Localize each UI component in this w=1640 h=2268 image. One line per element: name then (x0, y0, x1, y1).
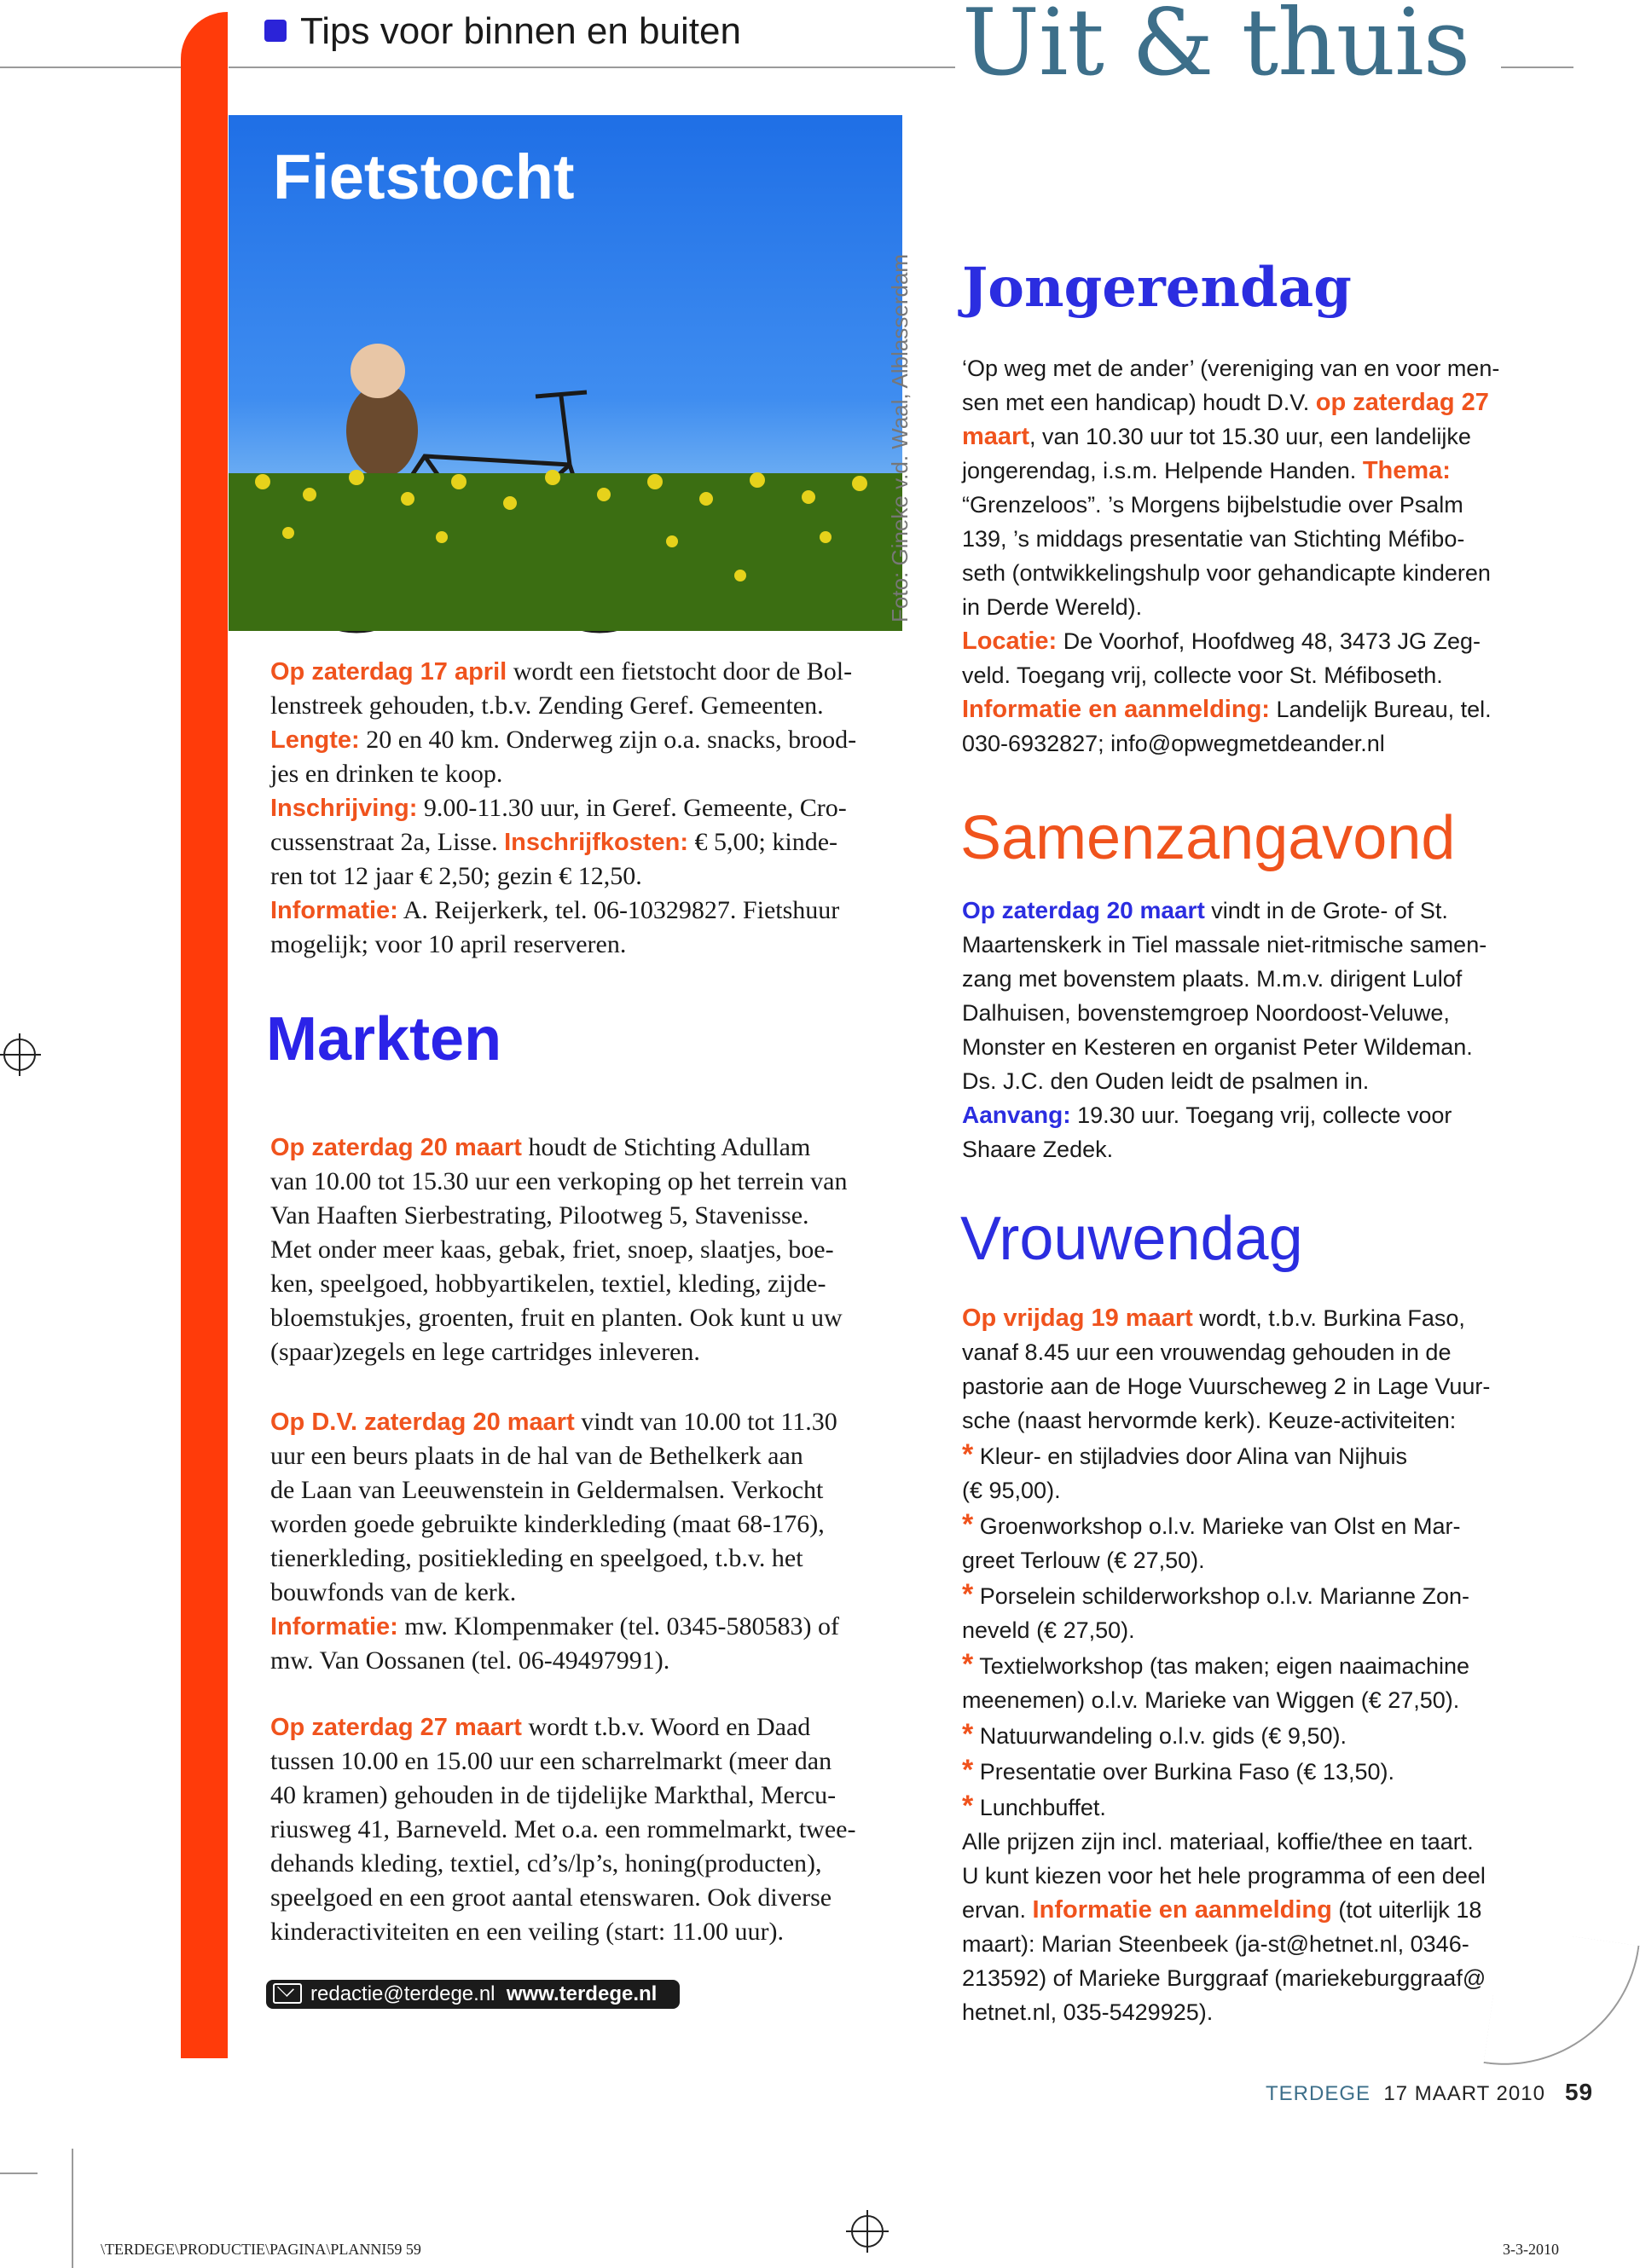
text-run: “Grenzeloos”. ’s Morgens bijbelstudie over Psalm (962, 492, 1463, 518)
highlight-text: * (962, 1790, 974, 1822)
text-run: Met onder meer kaas, gebak, friet, snoep, slaatjes, boe- (270, 1235, 834, 1264)
contact-email[interactable]: redactie@terdege.nl (310, 1982, 495, 2005)
text-run: seth (ontwikkelingshulp voor gehandicapte kinderen (962, 560, 1491, 586)
highlight-text: * (962, 1508, 974, 1541)
corner-curve (1484, 1927, 1640, 2083)
text-line (270, 757, 856, 791)
text-line (270, 1267, 848, 1301)
highlight-text: Op D.V. zaterdag 20 maart (270, 1409, 575, 1436)
text-run: 20 en 40 km. Onderweg zijn o.a. snacks, brood- (359, 726, 857, 754)
footer-magazine: TERDEGE (1266, 2082, 1371, 2105)
text-run: houdt de Stichting Adullam (521, 1133, 811, 1161)
text-line (962, 1403, 1490, 1438)
text-line (962, 692, 1499, 726)
text-run: (spaar)zegels en lege cartridges inleveren. (270, 1338, 700, 1366)
registration-mark-bottom (851, 2215, 884, 2248)
highlight-text: Op zaterdag 20 maart (962, 897, 1205, 923)
text-run: dehands kleding, textiel, cd’s/lp’s, honing(producten), (270, 1849, 822, 1877)
text-run: bouwfonds van de kerk. (270, 1578, 517, 1606)
text-line (962, 1789, 1490, 1825)
text-line (270, 1439, 839, 1473)
text-run: Dalhuisen, bovenstemgroep Noordoost-Veluwe, (962, 1000, 1450, 1026)
text-run: pastorie aan de Hoge Vuurscheweg 2 in Lage Vuur- (962, 1374, 1491, 1399)
top-rule-right (1501, 67, 1573, 68)
text-run: sche (naast hervormde kerk). Keuze-activiteiten: (962, 1408, 1457, 1433)
highlight-text: op zaterdag 27 (1315, 389, 1489, 416)
text-line (962, 1064, 1486, 1098)
highlight-text: Informatie: (270, 1613, 398, 1640)
vrouwendag-heading: Vrouwendag (960, 1205, 1303, 1273)
section-label (264, 10, 741, 53)
text-line (270, 894, 856, 928)
text-run: U kunt kiezen voor het hele programma of een deel (962, 1863, 1486, 1889)
text-run: riusweg 41, Barneveld. Met o.a. een rommelmarkt, twee- (270, 1815, 856, 1843)
text-line (962, 1098, 1486, 1132)
text-line (962, 385, 1499, 419)
text-line (270, 1131, 848, 1165)
text-line (962, 1301, 1490, 1335)
slug-path: \TERDEGE\PRODUCTIE\PAGINA\PLANNI59 59 (101, 2241, 421, 2258)
text-line (270, 1335, 848, 1369)
text-run: tienerkleding, positiekleding en speelgoed, t.b.v. het (270, 1544, 803, 1572)
text-line (270, 1301, 848, 1335)
text-run: Ds. J.C. den Ouden leidt de psalmen in. (962, 1068, 1370, 1094)
text-run: zang met bovenstem plaats. M.m.v. dirigent Lulof (962, 966, 1463, 992)
text-line (270, 1610, 839, 1644)
text-run: maart): Marian Steenbeek (ja-st@hetnet.nl, 0346- (962, 1931, 1469, 1957)
highlight-text: * (962, 1718, 974, 1750)
text-run: 40 kramen) gehouden in de tijdelijke Markthal, Mercu- (270, 1781, 837, 1809)
markten-paragraph-1 (270, 1131, 848, 1369)
text-line (962, 1132, 1486, 1166)
text-run: Landelijk Bureau, tel. (1269, 697, 1492, 722)
text-line (270, 689, 856, 723)
text-run: € 5,00; kinde- (688, 828, 838, 856)
text-line (962, 928, 1486, 962)
text-line (962, 1927, 1490, 1961)
highlight-text: Informatie en aanmelding: (962, 696, 1270, 723)
text-line (962, 522, 1499, 556)
text-run: (tot uiterlijk 18 (1331, 1897, 1482, 1923)
text-line (962, 1825, 1490, 1859)
text-run: kinderactiviteiten en een veiling (start: 11.00 uur). (270, 1918, 785, 1946)
highlight-text: Informatie: (270, 897, 398, 924)
text-run: mw. Van Oossanen (tel. 06-49497991). (270, 1646, 670, 1675)
text-run: (€ 95,00). (962, 1478, 1061, 1503)
text-run: worden goede gebruikte kinderkleding (maat 68-176), (270, 1510, 825, 1538)
highlight-text: Op zaterdag 20 maart (270, 1134, 522, 1161)
text-run: van 10.00 tot 15.30 uur een verkoping op het terrein van (270, 1167, 848, 1195)
text-line (962, 1961, 1490, 1995)
square-bullet-icon (264, 20, 287, 42)
footer (1266, 2079, 1593, 2106)
text-run: 213592) of Marieke Burggraaf (mariekeburggraaf@ (962, 1965, 1486, 1991)
gutter-rule (72, 2149, 73, 2268)
text-line (962, 1438, 1490, 1473)
text-line (962, 1753, 1490, 1789)
text-line (962, 1893, 1490, 1927)
masthead: Uit & thuis (962, 0, 1470, 96)
markten-paragraph-2 (270, 1405, 839, 1678)
text-line (962, 1859, 1490, 1893)
text-line (270, 1473, 839, 1507)
highlight-text: Inschrijfkosten: (504, 829, 689, 856)
text-line (962, 590, 1499, 624)
text-run: Kleur- en stijladvies door Alina van Nijhuis (973, 1444, 1407, 1469)
photo-credit: Foto: Gineke v.d. Waal, Alblasserdam (887, 253, 913, 622)
text-line (962, 624, 1499, 658)
text-line (270, 1744, 855, 1779)
envelope-icon (273, 1983, 302, 2004)
fietstocht-text (270, 655, 856, 962)
text-run: 19.30 uur. Toegang vrij, collecte voor (1070, 1102, 1452, 1128)
text-run: lenstreek gehouden, t.b.v. Zending Geref. Gemeenten. (270, 691, 824, 720)
text-run: Natuurwandeling o.l.v. gids (€ 9,50). (973, 1723, 1347, 1749)
jongerendag-text (962, 351, 1499, 761)
text-run: de Laan van Leeuwenstein in Geldermalsen. Verkocht (270, 1476, 824, 1504)
text-run: ervan. (962, 1897, 1033, 1923)
text-line (270, 1813, 855, 1847)
text-run: 9.00-11.30 uur, in Geref. Gemeente, Cro- (417, 794, 847, 822)
text-line (270, 1847, 855, 1881)
text-line (962, 1030, 1486, 1064)
text-run: mw. Klompenmaker (tel. 0345-580583) of (397, 1612, 839, 1640)
text-run: Monster en Kesteren en organist Peter Wildeman. (962, 1034, 1473, 1060)
text-run: 139, ’s middags presentatie van Stichting Méfibo- (962, 526, 1465, 552)
highlight-text: Op zaterdag 27 maart (270, 1714, 522, 1741)
text-line (962, 1577, 1490, 1613)
text-run: cussenstraat 2a, Lisse. (270, 828, 505, 856)
text-line (270, 655, 856, 689)
text-run: meenemen) o.l.v. Marieke van Wiggen (€ 27,50). (962, 1687, 1460, 1713)
highlight-text: Locatie: (962, 628, 1058, 655)
highlight-text: Informatie en aanmelding (1032, 1896, 1332, 1924)
text-line (962, 1507, 1490, 1543)
text-line (962, 962, 1486, 996)
text-run: ken, speelgoed, hobbyartikelen, textiel, kleding, zijde- (270, 1270, 826, 1298)
text-line (270, 1542, 839, 1576)
text-run: wordt een fietstocht door de Bol- (507, 657, 853, 686)
samenzangavond-text (962, 894, 1486, 1166)
text-line (270, 1915, 855, 1949)
text-run: Alle prijzen zijn incl. materiaal, koffie/thee en taart. (962, 1829, 1474, 1854)
text-run: Textielworkshop (tas maken; eigen naaimachine (973, 1653, 1470, 1679)
text-run: jes en drinken te koop. (270, 760, 503, 788)
text-line (962, 419, 1499, 454)
top-rule-center (229, 67, 955, 68)
text-run: vindt van 10.00 tot 11.30 (574, 1408, 837, 1436)
text-run: in Derde Wereld). (962, 594, 1143, 620)
footer-page-number: 59 (1564, 2079, 1594, 2105)
highlight-text: maart (962, 423, 1029, 450)
text-run: vanaf 8.45 uur een vrouwendag gehouden in de (962, 1339, 1452, 1365)
slug-date: 3-3-2010 (1503, 2241, 1559, 2258)
text-run: Groenworkshop o.l.v. Marieke van Olst en Mar- (973, 1513, 1461, 1539)
text-line (962, 1473, 1490, 1507)
text-run: ‘Op weg met de ander’ (vereniging van en voor men- (962, 356, 1500, 381)
text-run: mogelijk; voor 10 april reserveren. (270, 930, 627, 958)
text-run: Lunchbuffet. (973, 1795, 1106, 1820)
highlight-text: Op zaterdag 17 april (270, 658, 507, 686)
text-run: speelgoed en een groot aantal etenswaren. Ook diverse (270, 1883, 832, 1912)
text-line (962, 1613, 1490, 1647)
highlight-text: Inschrijving: (270, 795, 418, 822)
samenzangavond-heading: Samenzangavond (960, 804, 1456, 872)
jongerendag-heading: Jongerendag (962, 256, 1352, 320)
highlight-text: Lengte: (270, 726, 360, 754)
text-line (270, 825, 856, 859)
text-run: greet Terlouw (€ 27,50). (962, 1548, 1205, 1573)
bike-photo (229, 115, 902, 631)
text-line (270, 1576, 839, 1610)
text-run: wordt t.b.v. Woord en Daad (521, 1713, 811, 1741)
text-line (270, 1779, 855, 1813)
markten-heading: Markten (266, 1005, 502, 1073)
text-line (962, 1683, 1490, 1717)
text-line (270, 1199, 848, 1233)
text-line (962, 1369, 1490, 1403)
text-run: ren tot 12 jaar € 2,50; gezin € 12,50. (270, 862, 642, 890)
text-run: Van Haaften Sierbestrating, Pilootweg 5, Stavenisse. (270, 1201, 809, 1229)
top-rule-left (0, 67, 181, 68)
highlight-text: Thema: (1362, 457, 1451, 484)
text-line (270, 1405, 839, 1439)
highlight-text: Op vrijdag 19 maart (962, 1305, 1193, 1332)
text-run: veld. Toegang vrij, collecte voor St. Méfiboseth. (962, 662, 1443, 688)
text-line (962, 996, 1486, 1030)
text-run: sen met een handicap) houdt D.V. (962, 390, 1316, 415)
text-run: jongerendag, i.s.m. Helpende Handen. (962, 458, 1363, 483)
registration-mark-left (3, 1039, 36, 1071)
vrouwendag-text (962, 1301, 1490, 2029)
text-run: hetnet.nl, 035-5429925). (962, 1999, 1214, 2025)
photo-title: Fietstocht (273, 142, 575, 212)
text-run: tussen 10.00 en 15.00 uur een scharrelmarkt (meer dan (270, 1747, 832, 1775)
text-run: Maartenskerk in Tiel massale niet-ritmische samen- (962, 932, 1487, 958)
text-run: Porselein schilderworkshop o.l.v. Marianne Zon- (973, 1583, 1469, 1609)
text-run: 030-6932827; info@opwegmetdeander.nl (962, 731, 1385, 756)
text-line (962, 454, 1499, 488)
text-line (962, 1335, 1490, 1369)
text-line (270, 1507, 839, 1542)
text-run: Shaare Zedek. (962, 1137, 1114, 1162)
text-line (270, 1881, 855, 1915)
text-run: , van 10.30 uur tot 15.30 uur, een landelijke (1029, 424, 1471, 449)
section-label-text: Tips voor binnen en buiten (300, 10, 741, 52)
text-line (962, 726, 1499, 761)
text-line (962, 1543, 1490, 1577)
text-line (962, 658, 1499, 692)
text-run: A. Reijerkerk, tel. 06-10329827. Fietshuur (397, 896, 840, 924)
text-run: wordt, t.b.v. Burkina Faso, (1192, 1305, 1465, 1331)
highlight-text: * (962, 1438, 974, 1471)
contact-website[interactable]: www.terdege.nl (506, 1982, 658, 2005)
accent-bar (181, 12, 228, 2058)
text-line (270, 1165, 848, 1199)
text-run: neveld (€ 27,50). (962, 1617, 1135, 1643)
text-line (962, 1647, 1490, 1683)
text-line (962, 1995, 1490, 2029)
footer-date: 17 MAART 2010 (1383, 2082, 1545, 2105)
text-line (270, 791, 856, 825)
text-line (270, 859, 856, 894)
text-line (962, 556, 1499, 590)
markten-paragraph-3 (270, 1710, 855, 1949)
text-line (962, 488, 1499, 522)
text-run: De Voorhof, Hoofdweg 48, 3473 JG Zeg- (1057, 628, 1481, 654)
contact-bar (266, 1980, 680, 2009)
text-line (962, 1717, 1490, 1753)
text-run: uur een beurs plaats in de hal van de Bethelkerk aan (270, 1442, 803, 1470)
text-line (270, 928, 856, 962)
highlight-text: * (962, 1754, 974, 1786)
text-run: vindt in de Grote- of St. (1204, 898, 1448, 923)
text-line (270, 1644, 839, 1678)
text-line (270, 723, 856, 757)
text-line (270, 1233, 848, 1267)
text-run: Presentatie over Burkina Faso (€ 13,50). (973, 1759, 1394, 1785)
text-line (270, 1710, 855, 1744)
highlight-text: Aanvang: (962, 1102, 1071, 1128)
text-line (962, 894, 1486, 928)
text-line (962, 351, 1499, 385)
bleed-rule (0, 2173, 38, 2174)
text-run: bloemstukjes, groenten, fruit en planten. Ook kunt u uw (270, 1304, 843, 1332)
highlight-text: * (962, 1648, 974, 1681)
highlight-text: * (962, 1578, 974, 1611)
